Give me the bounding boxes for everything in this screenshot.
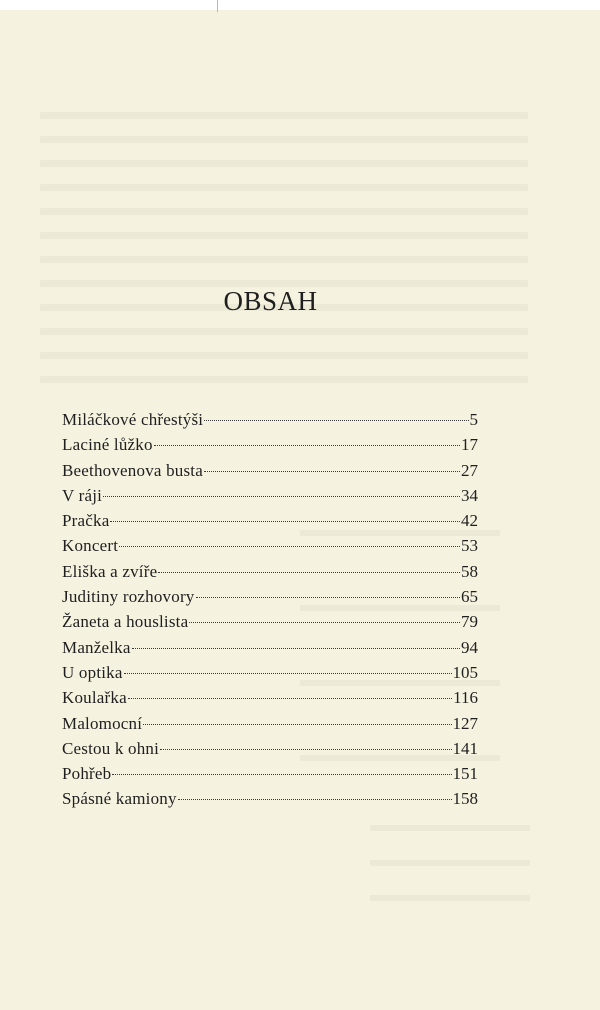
toc-entry: [62, 685, 478, 710]
toc-dot-leader: [103, 496, 460, 497]
toc-entry-title: Eliška a zvíře: [62, 561, 158, 581]
toc-entry-page-number: 65: [461, 587, 478, 607]
toc-entry-title: Pohřeb: [62, 764, 112, 784]
toc-entry-title: Malomocní: [62, 713, 143, 733]
toc-dot-leader: [124, 673, 452, 674]
toc-dot-leader: [119, 546, 460, 547]
toc-entry: [62, 559, 478, 584]
toc-dot-leader: [189, 622, 460, 623]
toc-entry: [62, 660, 478, 685]
toc-entry-title: Pračka: [62, 511, 110, 531]
toc-entry: [62, 635, 478, 660]
toc-entry-title: Manželka: [62, 637, 131, 657]
toc-dot-leader: [143, 724, 451, 725]
toc-entry-page-number: 151: [452, 764, 478, 784]
toc-entry: [62, 786, 478, 811]
toc-entry: [62, 483, 478, 508]
toc-entry: [62, 711, 478, 736]
toc-entry-page-number: 127: [452, 713, 478, 733]
toc-entry-title: Beethovenova busta: [62, 460, 203, 480]
toc-dot-leader: [158, 572, 460, 573]
toc-entry-title: Koulařka: [62, 688, 127, 708]
toc-dot-leader: [110, 521, 460, 522]
toc-entry: [62, 508, 478, 533]
toc-entry: [62, 533, 478, 558]
toc-entry-page-number: 58: [461, 561, 478, 581]
toc-entry-title: Koncert: [62, 536, 119, 556]
toc-entry-page-number: 42: [461, 511, 478, 531]
page-top-edge: [0, 0, 600, 10]
toc-entry: [62, 761, 478, 786]
toc-entry-page-number: 27: [461, 460, 478, 480]
toc-entry-page-number: 53: [461, 536, 478, 556]
toc-entry-title: Laciné lůžko: [62, 435, 153, 455]
toc-entry: [62, 736, 478, 761]
toc-entry-page-number: 79: [461, 612, 478, 632]
toc-entry-page-number: 116: [453, 688, 478, 708]
toc-dot-leader: [112, 774, 451, 775]
toc-entry-page-number: 34: [461, 485, 478, 505]
toc-dot-leader: [154, 445, 460, 446]
toc-entry: [62, 432, 478, 457]
toc-entry-title: Žaneta a houslista: [62, 612, 189, 632]
toc-entry-title: Miláčkové chřestýši: [62, 410, 204, 429]
toc-entry-page-number: 94: [461, 637, 478, 657]
toc-entry-title: Juditiny rozhovory: [62, 587, 195, 607]
table-of-contents: [62, 407, 478, 812]
toc-entry: [62, 584, 478, 609]
toc-dot-leader: [160, 749, 451, 750]
toc-dot-leader: [204, 471, 460, 472]
toc-entry-page-number: 105: [452, 662, 478, 682]
toc-entry: [62, 407, 478, 432]
page-title: OBSAH: [223, 286, 318, 316]
toc-entry-page-number: 158: [452, 789, 478, 809]
toc-entry-page-number: 5: [469, 410, 478, 429]
toc-entry: [62, 458, 478, 483]
toc-entry-title: U optika: [62, 662, 123, 682]
toc-dot-leader: [196, 597, 460, 598]
toc-dot-leader: [178, 799, 452, 800]
toc-dot-leader: [128, 698, 452, 699]
toc-entry-title: Spásné kamiony: [62, 789, 177, 809]
page-edge-mark: [217, 0, 218, 12]
toc-dot-leader: [132, 648, 460, 649]
toc-entry: [62, 609, 478, 634]
toc-entry-page-number: 17: [461, 435, 478, 455]
toc-entry-title: V ráji: [62, 485, 103, 505]
toc-entry-title: Cestou k ohni: [62, 738, 160, 758]
toc-entry-page-number: 141: [452, 738, 478, 758]
toc-dot-leader: [204, 420, 468, 421]
